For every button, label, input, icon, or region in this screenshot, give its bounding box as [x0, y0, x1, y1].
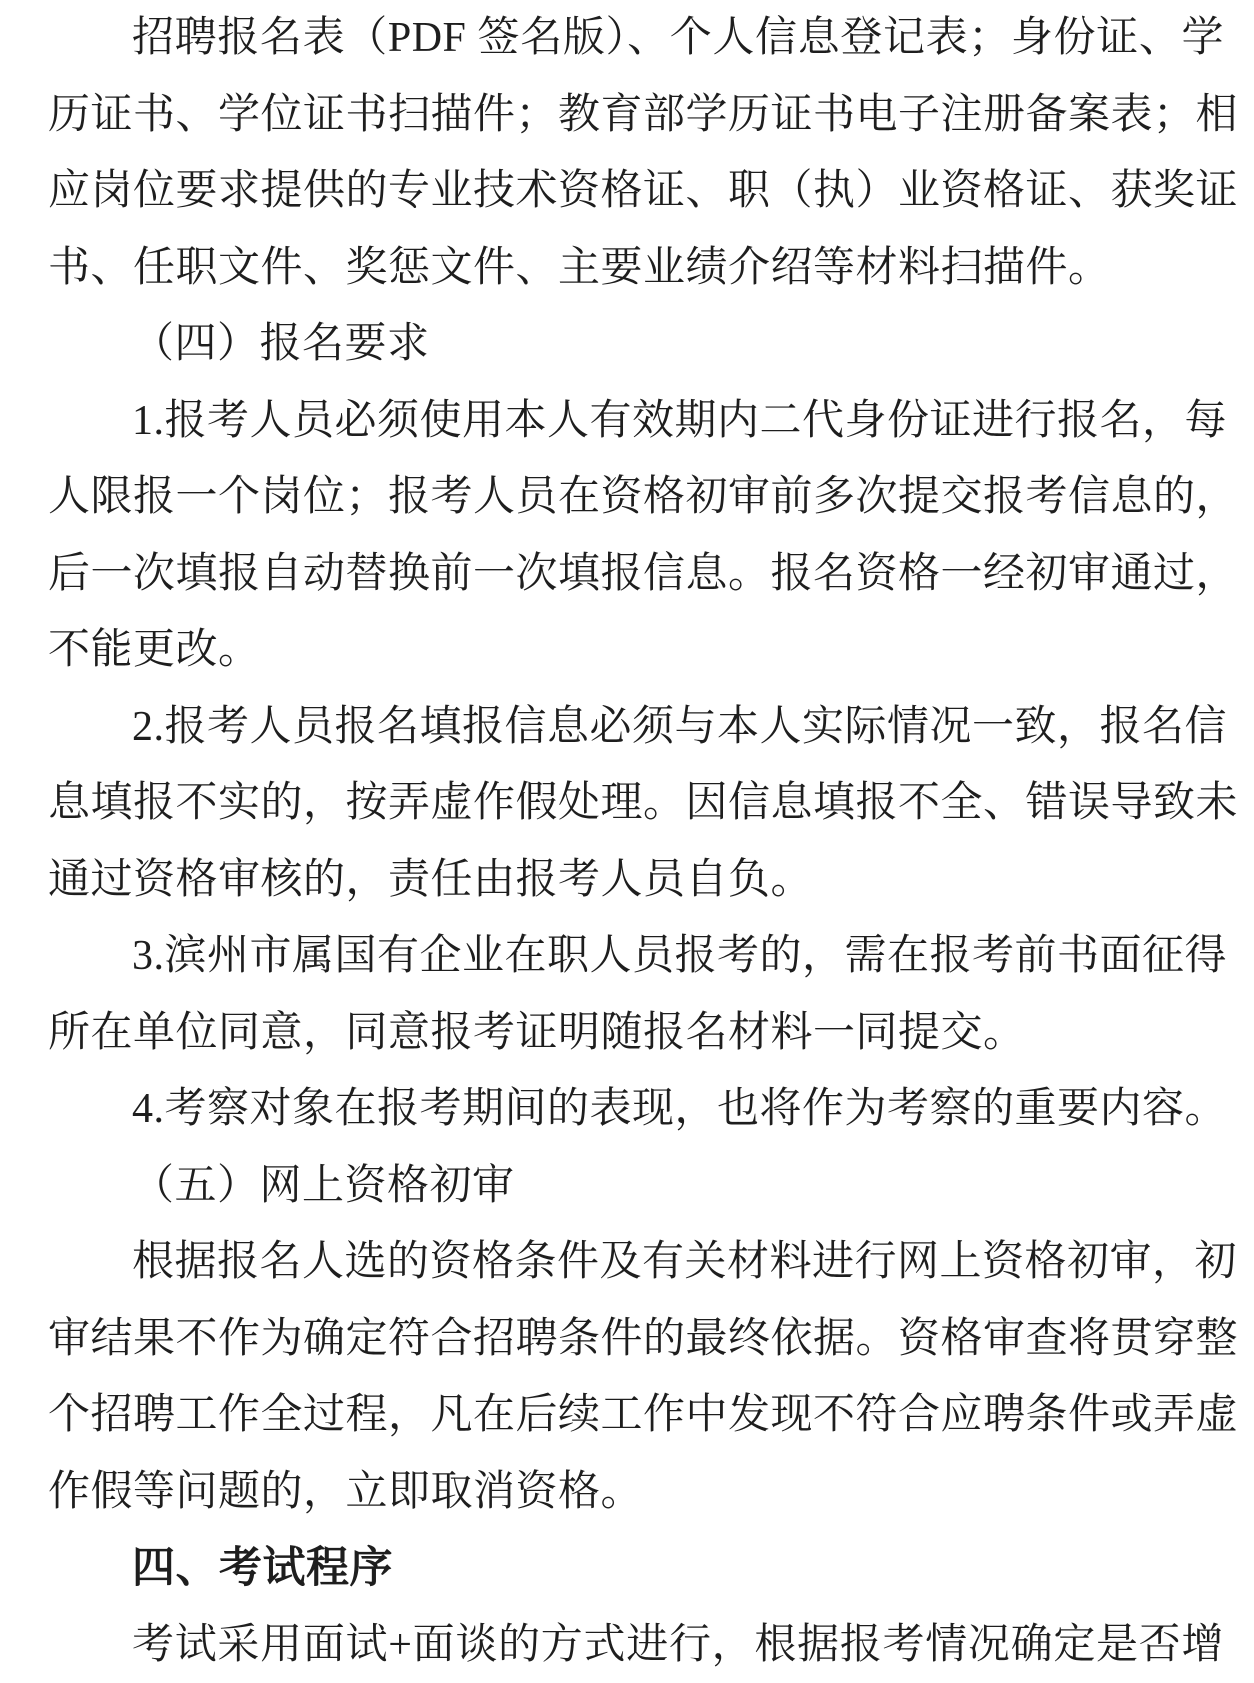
text-line: 2.报考人员报名填报信息必须与本人实际情况一致，报名信 [132, 703, 1228, 750]
text-line: 历证书、学位证书扫描件；教育部学历证书电子注册备案表；相 [48, 91, 1239, 138]
text-line: 3.滨州市属国有企业在职人员报考的，需在报考前书面征得 [132, 933, 1228, 979]
text-line: 1.报考人员必须使用本人有效期内二代身份证进行报名，每 [132, 397, 1228, 444]
text-line: 书、任职文件、奖惩文件、主要业绩介绍等材料扫描件。 [48, 244, 1111, 291]
document-text [48, 0, 1239, 1683]
text-line: 应岗位要求提供的专业技术资格证、职（执）业资格证、获奖证 [48, 168, 1239, 214]
text-line: 根据报名人选的资格条件及有关材料进行网上资格初审，初 [132, 1239, 1238, 1285]
text-line: 个招聘工作全过程，凡在后续工作中发现不符合应聘条件或弄虚 [48, 1392, 1239, 1438]
text-line: 息填报不实的，按弄虚作假处理。因信息填报不全、错误导致未 [48, 780, 1239, 826]
text-line: 考试采用面试+面谈的方式进行，根据报考情况确定是否增 [132, 1621, 1224, 1668]
text-line: 4.考察对象在报考期间的表现，也将作为考察的重要内容。 [132, 1086, 1228, 1132]
text-line: 招聘报名表（PDF 签名版）、个人信息登记表；身份证、学 [132, 15, 1224, 61]
text-line: 不能更改。 [48, 627, 261, 673]
text-line: 所在单位同意，同意报考证明随报名材料一同提交。 [48, 1009, 1026, 1056]
text-line: 作假等问题的，立即取消资格。 [48, 1468, 644, 1515]
text-line: 审结果不作为确定符合招聘条件的最终依据。资格审查将贯穿整 [48, 1315, 1239, 1362]
text-line: 人限报一个岗位；报考人员在资格初审前多次提交报考信息的， [48, 474, 1239, 520]
subsection-heading-line: （五）网上资格初审 [132, 1162, 515, 1209]
text-line: 通过资格审核的，责任由报考人员自负。 [48, 856, 814, 903]
subsection-heading-line: （四）报名要求 [132, 321, 430, 367]
section-heading-line: 四、考试程序 [132, 1544, 393, 1592]
text-line: 后一次填报自动替换前一次填报信息。报名资格一经初审通过， [48, 550, 1239, 597]
